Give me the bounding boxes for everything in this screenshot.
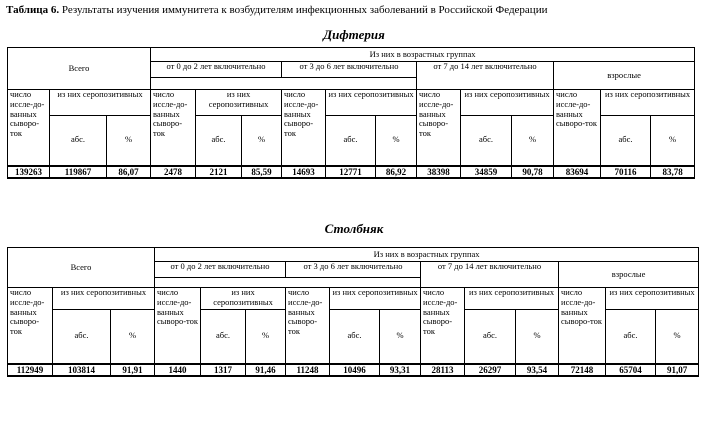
header-spacer — [151, 78, 417, 90]
cell-value: 91,46 — [246, 364, 286, 376]
header-pct: % — [516, 310, 559, 364]
cell-value: 93,31 — [380, 364, 421, 376]
header-seropositive: из них серопозитивных — [606, 288, 699, 310]
cell-value: 14693 — [282, 166, 326, 178]
cell-value: 139263 — [8, 166, 50, 178]
header-seropositive: из них серопозитивных — [53, 288, 155, 310]
cell-value: 90,78 — [512, 166, 554, 178]
cell-value: 93,54 — [516, 364, 559, 376]
header-examined: число иссле-до-ванных сыворо-ток — [421, 288, 465, 364]
cell-value: 34859 — [461, 166, 512, 178]
header-examined: число иссле-до-ванных сыворо-ток — [282, 90, 326, 166]
header-group-0-2: от 0 до 2 лет включительно — [151, 62, 282, 78]
header-pct: % — [111, 310, 155, 364]
header-group-0-2: от 0 до 2 лет включительно — [155, 262, 286, 278]
header-pct: % — [512, 116, 554, 166]
header-examined: число иссле-до-ванных сыворо-ток — [8, 90, 50, 166]
cell-value: 2121 — [196, 166, 242, 178]
header-pct: % — [242, 116, 282, 166]
cell-value: 86,07 — [107, 166, 151, 178]
header-abs: абс. — [601, 116, 651, 166]
header-seropositive: из них серопозитивных — [196, 90, 282, 116]
cell-value: 65704 — [606, 364, 656, 376]
header-examined: число иссле-до-ванных сыворо-ток — [286, 288, 330, 364]
header-pct: % — [656, 310, 699, 364]
tetanus-table — [7, 247, 699, 377]
header-group-3-6: от 3 до 6 лет включительно — [282, 62, 417, 78]
cell-value: 103814 — [53, 364, 111, 376]
cell-value: 28113 — [421, 364, 465, 376]
header-examined: число иссле-до-ванных сыворо-ток — [155, 288, 201, 364]
cell-value: 2478 — [151, 166, 196, 178]
header-abs: абс. — [465, 310, 516, 364]
cell-value: 72148 — [559, 364, 606, 376]
header-pct: % — [376, 116, 417, 166]
cell-value: 91,91 — [111, 364, 155, 376]
header-examined: число иссле-до-ванных сыворо-ток — [554, 90, 601, 166]
header-pct: % — [380, 310, 421, 364]
header-abs: абс. — [461, 116, 512, 166]
cell-value: 83,78 — [651, 166, 695, 178]
header-examined: число иссле-до-ванных сыворо-ток — [151, 90, 196, 166]
header-age-groups: Из них в возрастных группах — [151, 48, 695, 62]
header-total: Всего — [8, 248, 155, 288]
header-abs: абс. — [606, 310, 656, 364]
header-seropositive: из них серопозитивных — [601, 90, 695, 116]
cell-value: 10496 — [330, 364, 380, 376]
header-seropositive: из них серопозитивных — [461, 90, 554, 116]
header-abs: абс. — [50, 116, 107, 166]
header-seropositive: из них серопозитивных — [330, 288, 421, 310]
header-group-7-14: от 7 до 14 лет включительно — [417, 62, 554, 90]
cell-value: 1317 — [201, 364, 246, 376]
cell-value: 1440 — [155, 364, 201, 376]
cell-value: 91,07 — [656, 364, 699, 376]
header-group-adults: взрослые — [554, 62, 695, 90]
cell-value: 12771 — [326, 166, 376, 178]
header-pct: % — [107, 116, 151, 166]
cell-value: 38398 — [417, 166, 461, 178]
section-title-tetanus: Столбняк — [324, 221, 384, 236]
header-seropositive: из них серопозитивных — [50, 90, 151, 116]
header-seropositive: из них серопозитивных — [465, 288, 559, 310]
header-pct: % — [246, 310, 286, 364]
header-spacer — [155, 278, 421, 288]
caption-text: Результаты изучения иммунитета к возбудителям инфекционных заболеваний в Российской Федерации — [61, 4, 548, 16]
cell-value: 26297 — [465, 364, 516, 376]
cell-value: 112949 — [8, 364, 53, 376]
table-row — [8, 166, 695, 178]
cell-value: 85,59 — [242, 166, 282, 178]
header-group-7-14: от 7 до 14 лет включительно — [421, 262, 559, 288]
header-seropositive: из них серопозитивных — [326, 90, 417, 116]
header-age-groups: Из них в возрастных группах — [155, 248, 699, 262]
header-examined: число иссле-до-ванных сыворо-ток — [559, 288, 606, 364]
cell-value: 11248 — [286, 364, 330, 376]
caption-prefix: Таблица 6. — [6, 4, 60, 16]
header-group-adults: взрослые — [559, 262, 699, 288]
header-abs: абс. — [330, 310, 380, 364]
header-abs: абс. — [53, 310, 111, 364]
header-abs: абс. — [326, 116, 376, 166]
section-title-diphtheria: Дифтерия — [323, 27, 385, 42]
header-examined: число иссле-до-ванных сыворо-ток — [8, 288, 53, 364]
header-total: Всего — [8, 48, 151, 90]
header-pct: % — [651, 116, 695, 166]
header-examined: число иссле-до-ванных сыворо-ток — [417, 90, 461, 166]
header-abs: абс. — [196, 116, 242, 166]
cell-value: 83694 — [554, 166, 601, 178]
cell-value: 119867 — [50, 166, 107, 178]
cell-value: 70116 — [601, 166, 651, 178]
cell-value: 86,92 — [376, 166, 417, 178]
header-seropositive: из них серопозитивных — [201, 288, 286, 310]
table-caption — [6, 4, 547, 16]
table-row — [8, 364, 699, 376]
header-group-3-6: от 3 до 6 лет включительно — [286, 262, 421, 278]
header-abs: абс. — [201, 310, 246, 364]
diphtheria-table — [7, 47, 695, 179]
